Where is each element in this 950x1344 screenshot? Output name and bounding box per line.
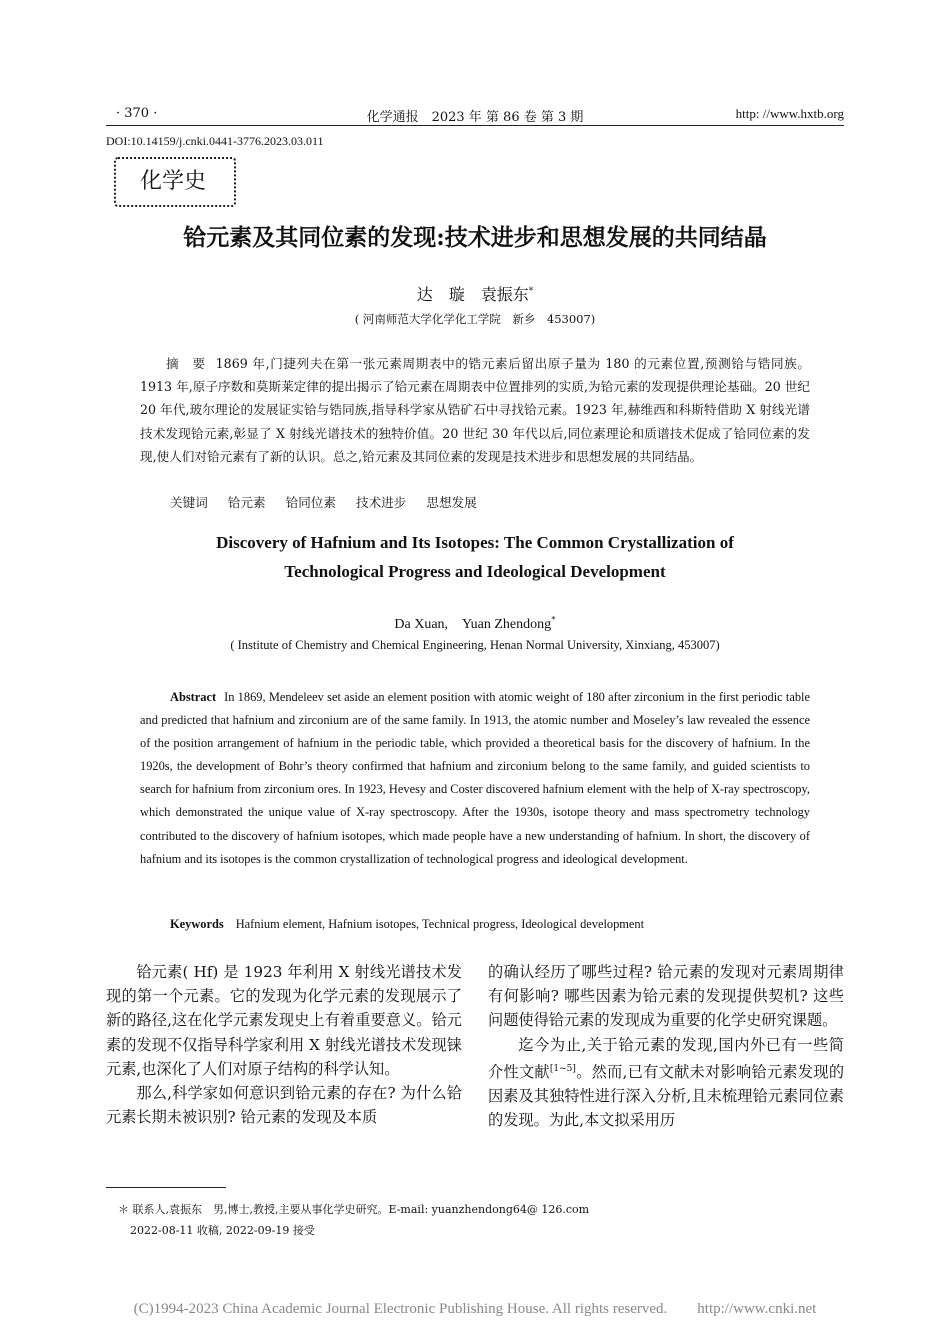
keyword-cn: 思想发展 bbox=[426, 495, 477, 510]
footnote-dates: 2022-08-11 收稿, 2022-09-19 接受 bbox=[130, 1224, 315, 1237]
corresponding-mark: * bbox=[528, 286, 534, 297]
authors-en-names: Da Xuan, Yuan Zhendong bbox=[394, 617, 552, 632]
body-paragraph: 的确认经历了哪些过程? 铪元素的发现对元素周期律有何影响? 哪些因素为铪元素的发现提供契机? 这些问题使得铪元素的发现成为重要的化学史研究课题。 bbox=[488, 963, 844, 1030]
footnote-contact: ＊ 联系人,袁振东 男,博士,教授,主要从事化学史研究。E-mail: yuanzhendong64@ 126.com bbox=[118, 1203, 590, 1216]
affiliation-cn: ( 河南师范大学化学化工学院 新乡 453007) bbox=[354, 312, 596, 326]
keywords-cn bbox=[170, 492, 810, 511]
page-number: · 370 · bbox=[116, 106, 158, 121]
abstract-en-label: Abstract bbox=[170, 690, 217, 704]
keyword-cn: 技术进步 bbox=[355, 495, 407, 510]
doi[interactable]: DOI:10.14159/j.cnki.0441-3776.2023.03.011 bbox=[106, 134, 324, 148]
abstract-cn-label: 摘 要 bbox=[166, 356, 206, 371]
body-text: 。然而,已有文献未对影响铪元素发现的因素及其独特性进行深入分析,且未梳理铪元素同位素的发现。为此,本文拟采用历 bbox=[488, 1062, 845, 1130]
corresponding-mark-en: * bbox=[551, 614, 556, 625]
body-paragraph: 那么,科学家如何意识到铪元素的存在? 为什么铪元素长期未被识别? 铪元素的发现及本质 bbox=[106, 1084, 462, 1127]
abstract-en bbox=[140, 686, 810, 871]
keyword-cn: 铪同位素 bbox=[285, 495, 336, 510]
abstract-cn-text: 1869 年,门捷列夫在第一张元素周期表中的锆元素后留出原子量为 180 的元素位置,预测铪与锆同族。1913 年,原子序数和莫斯莱定律的提出揭示了铪元素在周期表中位置排列的实质,为铪元素的发现提供理论基础。20 世纪 20 年代,玻尔理论的发展证实铪与锆同族,指导科学家从锆矿石中寻找铪元素。1923 年,赫维西和科斯特借助 X 射线光谱技术发现铪元素,彰显了 X 射线光谱技术的独特价值。20 世纪 30 年代以后,同位素理论和质谱技术促成了铪同位素的发现,使人们对铪元素有了新的认识。总之,铪元素及其同位素的发现是技术进步和思想发展的共同结晶。 bbox=[140, 356, 810, 464]
title-en-line1: Discovery of Hafnium and Its Isotopes: The Common Crystallization of bbox=[216, 533, 734, 552]
body-text: 迄今为止,关于铪元素的发现,国内外已有一些简介性文献 bbox=[488, 1035, 844, 1081]
body-paragraph: 铪元素( Hf) 是 1923 年利用 X 射线光谱技术发现的第一个元素。它的发现为化学元素的发现展示了新的路径,这在化学元素发现史上有着重要意义。铪元素的发现不仅指导科学家利用 X 射线光谱技术发现铼元素,也深化了人们对原子结构的科学认知。 bbox=[106, 963, 462, 1078]
abstract-en-text: In 1869, Mendeleev set aside an element position with atomic weight of 180 after zirconium in the first periodic table and predicted that hafnium and zirconium are of the same family. In 1913, the atomic number and Moseley’s law revealed the essence of the position arrangement of hafnium in the periodic table, which provided a theoretical basis for the discovery of hafnium. In the 1920s, the development of Bohr’s theory confirmed that hafnium and zirconium belong to the same family, and guided scientists to search for hafnium from zirconium ores. In 1923, Hevesy and Coster discovered hafnium element with the help of X-ray spectroscopy, which demonstrated the unique value of X-ray spectroscopy. After the 1930s, isotope theory and mass spectrometry technology contributed to the discovery of hafnium isotopes, which made people have a new understanding of hafnium. In short, the discovery of hafnium and its isotopes is the common crystallization of technological progress and ideological development. bbox=[140, 690, 810, 866]
abstract-cn bbox=[140, 352, 810, 468]
title-cn: 铪元素及其同位素的发现:技术进步和思想发展的共同结晶 bbox=[183, 224, 767, 251]
keyword-cn: 铪元素 bbox=[227, 495, 266, 510]
title-en bbox=[106, 528, 844, 586]
header-rule bbox=[106, 125, 844, 126]
journal-url[interactable]: http: //www.hxtb.org bbox=[735, 106, 844, 121]
citation-ref[interactable]: [1~5] bbox=[549, 1063, 576, 1074]
keywords-cn-label: 关键词 bbox=[170, 495, 208, 510]
affiliation-en: ( Institute of Chemistry and Chemical Engineering, Henan Normal University, Xinxiang, 453007) bbox=[230, 638, 720, 652]
footnote-rule bbox=[106, 1187, 226, 1188]
authors-cn bbox=[106, 282, 844, 305]
copyright-footer: (C)1994-2023 China Academic Journal Electronic Publishing House. All rights reserved. http://www.cnki.net bbox=[133, 1301, 817, 1317]
keywords-en-label: Keywords bbox=[170, 917, 224, 931]
authors-cn-names: 达 璇 袁振东 bbox=[416, 285, 529, 304]
body-paragraph bbox=[488, 1033, 844, 1133]
journal-issue: 化学通报 2023 年 第 86 卷 第 3 期 bbox=[366, 110, 584, 125]
title-en-line2: Technological Progress and Ideological Development bbox=[284, 562, 666, 581]
body-left-column bbox=[106, 960, 462, 1129]
keywords-en bbox=[170, 917, 810, 932]
authors-en bbox=[106, 613, 844, 633]
keywords-en-text: Hafnium element, Hafnium isotopes, Technical progress, Ideological development bbox=[235, 917, 645, 931]
body-right-column bbox=[488, 960, 844, 1132]
column-label: 化学史 bbox=[139, 169, 206, 194]
